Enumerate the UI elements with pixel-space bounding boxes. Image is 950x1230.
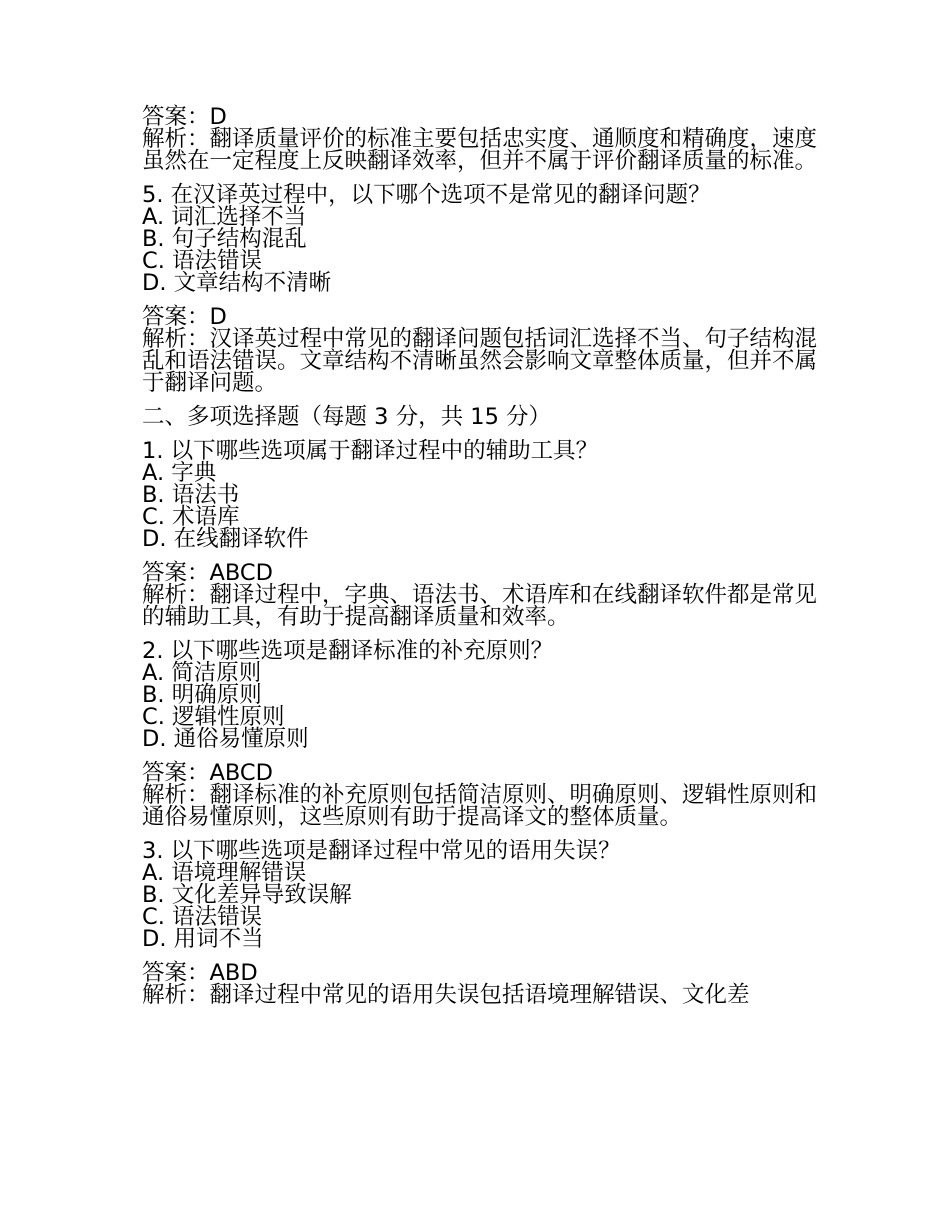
question-block-5 xyxy=(142,184,822,294)
question-text: 1. 以下哪些选项属于翻译过程中的辅助工具？ xyxy=(142,438,599,464)
answer-text: 答案：D xyxy=(142,304,227,330)
answer-block-5 xyxy=(142,306,822,394)
analysis-text: 解析：汉译英过程中常见的翻译问题包括词汇选择不当、句子结构混乱和语法错误。文章结构不清晰虽然会影响文章整体质量，但并不属于翻译问题。 xyxy=(142,326,818,396)
question-block-multi-3 xyxy=(142,840,822,950)
option-b: B. 明确原则 xyxy=(142,682,262,708)
document-page xyxy=(142,106,822,1006)
question-text: 5. 在汉译英过程中，以下哪个选项不是常见的翻译问题？ xyxy=(142,182,711,208)
answer-block-4 xyxy=(142,106,822,172)
option-d: D. 用词不当 xyxy=(142,926,264,952)
analysis-text: 解析：翻译质量评价的标准主要包括忠实度、通顺度和精确度，速度虽然在一定程度上反映翻译效率，但并不属于评价翻译质量的标准。 xyxy=(142,126,818,174)
answer-block-multi-2 xyxy=(142,762,822,828)
option-d: D. 通俗易懂原则 xyxy=(142,726,309,752)
option-c: C. 逻辑性原则 xyxy=(142,704,285,730)
option-b: B. 文化差异导致误解 xyxy=(142,882,352,908)
question-text: 3. 以下哪些选项是翻译过程中常见的语用失误？ xyxy=(142,838,621,864)
analysis-text: 解析：翻译过程中常见的语用失误包括语境理解错误、文化差 xyxy=(142,982,750,1008)
option-c: C. 语法错误 xyxy=(142,248,263,274)
option-c: C. 语法错误 xyxy=(142,904,263,930)
option-d: D. 文章结构不清晰 xyxy=(142,270,332,296)
answer-block-multi-1 xyxy=(142,562,822,628)
option-a: A. 字典 xyxy=(142,460,217,486)
question-block-multi-2 xyxy=(142,640,822,750)
option-b: B. 句子结构混乱 xyxy=(142,226,307,252)
option-a: A. 词汇选择不当 xyxy=(142,204,307,230)
section-title: 二、多项选择题（每题 3 分，共 15 分） xyxy=(142,404,552,430)
answer-text: 答案：ABD xyxy=(142,960,258,986)
option-a: A. 简洁原则 xyxy=(142,660,262,686)
answer-text: 答案：D xyxy=(142,104,227,130)
question-text: 2. 以下哪些选项是翻译标准的补充原则？ xyxy=(142,638,554,664)
analysis-text: 解析：翻译过程中，字典、语法书、术语库和在线翻译软件都是常见的辅助工具，有助于提高翻译质量和效率。 xyxy=(142,582,818,630)
option-a: A. 语境理解错误 xyxy=(142,860,307,886)
answer-text: 答案：ABCD xyxy=(142,560,273,586)
answer-text: 答案：ABCD xyxy=(142,760,273,786)
option-d: D. 在线翻译软件 xyxy=(142,526,309,552)
option-c: C. 术语库 xyxy=(142,504,240,530)
option-b: B. 语法书 xyxy=(142,482,240,508)
question-block-multi-1 xyxy=(142,440,822,550)
answer-block-multi-3 xyxy=(142,962,822,1006)
analysis-text: 解析：翻译标准的补充原则包括简洁原则、明确原则、逻辑性原则和通俗易懂原则，这些原则有助于提高译文的整体质量。 xyxy=(142,782,818,830)
